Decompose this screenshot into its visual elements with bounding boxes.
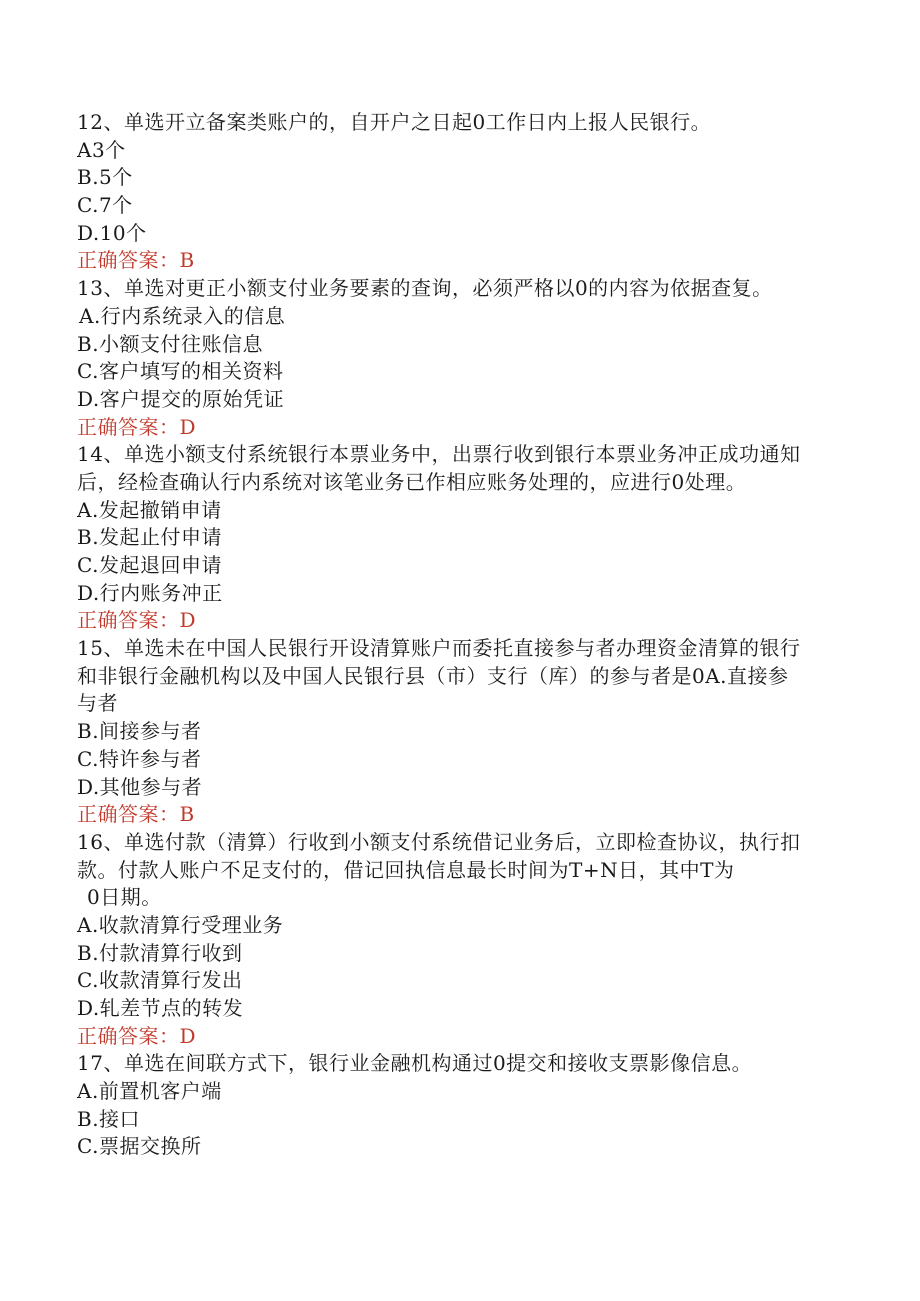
document-page [77,109,837,1161]
option-c: C.特许参与者 [77,746,202,771]
question-stem: 13、单选对更正小额支付业务要素的查询，必须严格以0的内容为依据查复。 [77,276,773,301]
correct-answer: 正确答案：D [77,414,197,439]
question-stem-line-1: 14、单选小额支付系统银行本票业务中，出票行收到银行本票业务冲正成功通知 [77,442,801,467]
option-b: B.小额支付往账信息 [77,331,264,356]
option-b: B.付款清算行收到 [77,940,243,965]
question-stem: 17、单选在间联方式下，银行业金融机构通过0提交和接收支票影像信息。 [77,1051,753,1076]
question-13 [77,275,837,441]
question-stem-line-2: 款。付款人账户不足支付的，借记回执信息最长时间为T+N日，其中T为 [77,857,735,882]
question-16 [77,829,837,1051]
option-c: C.客户填写的相关资料 [77,359,284,384]
question-14 [77,441,837,635]
question-17 [77,1050,837,1161]
question-stem-line-3: 与者 [77,691,118,716]
option-d: D.10个 [77,220,147,245]
option-c: C.票据交换所 [77,1134,202,1159]
option-c: C.收款清算行发出 [77,968,243,993]
option-b: B.5个 [77,165,133,190]
question-stem-line-1: 16、单选付款（清算）行收到小额支付系统借记业务后，立即检查协议，执行扣 [77,829,801,854]
option-c: C.发起退回申请 [77,553,222,577]
option-a: A.前置机客户端 [77,1079,222,1104]
option-c: C.7个 [77,193,133,218]
option-d: D.行内账务冲正 [77,580,223,605]
question-stem-line-2: 和非银行金融机构以及中国人民银行县（市）支行（库）的参与者是0A.直接参 [77,663,789,688]
correct-answer: 正确答案：D [77,1023,197,1048]
correct-answer: 正确答案：B [77,248,195,273]
option-b: B.接口 [77,1106,141,1131]
question-15 [77,635,837,829]
option-b: B.间接参与者 [77,719,202,744]
option-a: A.发起撤销申请 [77,497,222,522]
option-b: B.发起止付申请 [77,525,223,550]
question-12 [77,109,837,275]
correct-answer: 正确答案：D [77,608,197,633]
option-d: D.轧差节点的转发 [77,996,244,1020]
option-a: A.收款清算行受理业务 [77,912,284,937]
question-stem-line-3: 0日期。 [87,885,162,910]
question-stem-line-1: 15、单选未在中国人民银行开设清算账户而委托直接参与者办理资金清算的银行 [77,636,801,661]
option-a: A3个 [77,137,126,162]
option-d: D.其他参与者 [77,774,203,799]
option-a: A.行内系统录入的信息 [79,303,286,328]
question-stem: 12、单选开立备案类账户的，自开户之日起0工作日内上报人民银行。 [77,110,712,134]
option-d: D.客户提交的原始凭证 [77,386,285,411]
question-stem-line-2: 后，经检查确认行内系统对该笔业务已作相应账务处理的，应进行0处理。 [77,469,747,494]
correct-answer: 正确答案：B [77,802,195,827]
